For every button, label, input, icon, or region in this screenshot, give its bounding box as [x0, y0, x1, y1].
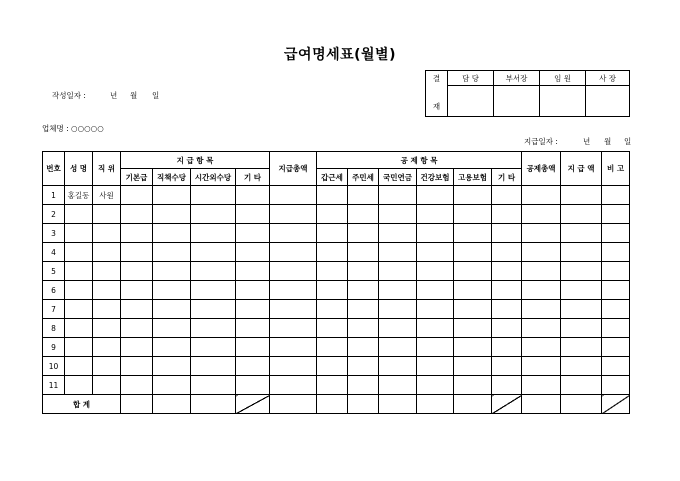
header-deduct-group: 공 제 항 목	[317, 152, 522, 169]
payroll-table	[42, 151, 630, 414]
header-pay-other: 기 타	[236, 169, 270, 186]
row-value-cell[interactable]	[454, 281, 492, 300]
row-position-cell[interactable]	[93, 205, 121, 224]
pay-date-day: 일	[624, 137, 632, 146]
row-value-cell[interactable]	[270, 338, 317, 357]
written-date-label: 작성일자 :	[52, 91, 86, 100]
row-value-cell[interactable]	[454, 338, 492, 357]
row-value-cell[interactable]	[270, 376, 317, 395]
row-value-cell[interactable]	[492, 319, 522, 338]
row-value-cell[interactable]	[236, 205, 270, 224]
row-value-cell[interactable]	[191, 376, 236, 395]
table-row	[43, 186, 630, 205]
row-value-cell[interactable]	[492, 281, 522, 300]
row-value-cell[interactable]	[522, 205, 561, 224]
row-value-cell[interactable]	[348, 186, 379, 205]
row-value-cell[interactable]	[348, 376, 379, 395]
row-value-cell[interactable]	[270, 243, 317, 262]
row-value-cell[interactable]	[602, 262, 630, 281]
row-value-cell[interactable]	[492, 357, 522, 376]
row-value-cell[interactable]	[191, 205, 236, 224]
approval-box	[425, 70, 630, 117]
row-number: 11	[43, 376, 65, 395]
row-value-cell[interactable]	[492, 262, 522, 281]
header-health-insurance: 건강보험	[417, 169, 454, 186]
row-value-cell[interactable]	[379, 300, 417, 319]
row-value-cell[interactable]	[348, 357, 379, 376]
table-row	[43, 262, 630, 281]
row-position-cell[interactable]	[93, 243, 121, 262]
row-value-cell[interactable]	[379, 186, 417, 205]
header-deduct-total: 공제총액	[522, 152, 561, 186]
row-name-cell[interactable]: 홍길동	[65, 186, 93, 205]
row-value-cell[interactable]	[417, 243, 454, 262]
row-value-cell[interactable]	[348, 224, 379, 243]
row-value-cell[interactable]	[236, 300, 270, 319]
header-net-pay: 지 급 액	[561, 152, 602, 186]
row-number: 4	[43, 243, 65, 262]
table-row	[43, 376, 630, 395]
row-value-cell[interactable]	[379, 205, 417, 224]
header-pay-group: 지 급 항 목	[121, 152, 270, 169]
row-value-cell[interactable]	[121, 338, 153, 357]
document-title: 급여명세표(월별)	[284, 47, 396, 63]
total-cell[interactable]	[561, 395, 602, 414]
header-pay-total: 지급총액	[270, 152, 317, 186]
row-position-cell[interactable]	[93, 376, 121, 395]
row-value-cell[interactable]	[317, 319, 348, 338]
row-value-cell[interactable]	[602, 376, 630, 395]
row-value-cell[interactable]	[522, 300, 561, 319]
row-value-cell[interactable]	[417, 319, 454, 338]
row-position-cell[interactable]	[93, 319, 121, 338]
row-position-cell[interactable]	[93, 262, 121, 281]
row-value-cell[interactable]	[236, 186, 270, 205]
row-value-cell[interactable]	[348, 319, 379, 338]
row-value-cell[interactable]	[417, 262, 454, 281]
row-value-cell[interactable]	[522, 243, 561, 262]
row-value-cell[interactable]	[492, 338, 522, 357]
row-value-cell[interactable]	[236, 338, 270, 357]
total-diagonal-cell	[236, 395, 270, 414]
row-value-cell[interactable]	[153, 262, 191, 281]
row-number: 7	[43, 300, 65, 319]
row-value-cell[interactable]	[454, 186, 492, 205]
row-number: 9	[43, 338, 65, 357]
row-value-cell[interactable]	[454, 357, 492, 376]
total-diagonal-cell	[492, 395, 522, 414]
row-value-cell[interactable]	[121, 186, 153, 205]
row-value-cell[interactable]	[153, 281, 191, 300]
pay-date-month: 월	[604, 137, 612, 146]
written-date-day: 일	[152, 91, 160, 100]
total-cell[interactable]	[191, 395, 236, 414]
row-value-cell[interactable]	[153, 376, 191, 395]
row-position-cell[interactable]	[93, 281, 121, 300]
row-value-cell[interactable]	[454, 319, 492, 338]
pay-date-year: 년	[583, 137, 591, 146]
row-value-cell[interactable]	[417, 186, 454, 205]
header-income-tax: 갑근세	[317, 169, 348, 186]
row-name-cell[interactable]	[65, 319, 93, 338]
row-value-cell[interactable]	[454, 224, 492, 243]
row-value-cell[interactable]	[270, 224, 317, 243]
row-name-cell[interactable]	[65, 262, 93, 281]
row-value-cell[interactable]	[454, 262, 492, 281]
total-cell[interactable]	[270, 395, 317, 414]
written-date-year: 년	[110, 91, 118, 100]
written-date-month: 월	[130, 91, 138, 100]
row-number: 1	[43, 186, 65, 205]
total-cell[interactable]	[379, 395, 417, 414]
row-value-cell[interactable]	[191, 224, 236, 243]
row-value-cell[interactable]	[121, 243, 153, 262]
row-value-cell[interactable]	[561, 262, 602, 281]
row-value-cell[interactable]	[236, 357, 270, 376]
header-name: 성 명	[65, 152, 93, 186]
row-value-cell[interactable]	[121, 357, 153, 376]
header-national-pension: 국민연금	[379, 169, 417, 186]
row-value-cell[interactable]	[454, 243, 492, 262]
row-value-cell[interactable]	[236, 281, 270, 300]
row-value-cell[interactable]	[153, 205, 191, 224]
row-value-cell[interactable]	[121, 281, 153, 300]
row-value-cell[interactable]	[236, 262, 270, 281]
row-value-cell[interactable]	[317, 224, 348, 243]
total-diagonal-cell	[602, 395, 630, 414]
row-value-cell[interactable]	[153, 300, 191, 319]
row-number: 6	[43, 281, 65, 300]
row-value-cell[interactable]	[602, 243, 630, 262]
row-value-cell[interactable]	[348, 338, 379, 357]
row-value-cell[interactable]	[561, 224, 602, 243]
row-value-cell[interactable]	[348, 281, 379, 300]
row-position-cell[interactable]	[93, 338, 121, 357]
row-value-cell[interactable]	[270, 357, 317, 376]
header-position: 직 위	[93, 152, 121, 186]
table-row	[43, 205, 630, 224]
row-name-cell[interactable]	[65, 224, 93, 243]
row-value-cell[interactable]	[379, 357, 417, 376]
approval-side-bottom: 재	[426, 86, 448, 117]
row-value-cell[interactable]	[236, 224, 270, 243]
row-value-cell[interactable]	[522, 224, 561, 243]
row-number: 5	[43, 262, 65, 281]
row-value-cell[interactable]	[602, 224, 630, 243]
row-value-cell[interactable]	[379, 224, 417, 243]
row-value-cell[interactable]	[348, 300, 379, 319]
total-cell[interactable]	[348, 395, 379, 414]
approval-role-president: 사 장	[586, 71, 630, 86]
row-value-cell[interactable]	[561, 319, 602, 338]
row-value-cell[interactable]	[522, 338, 561, 357]
row-value-cell[interactable]	[270, 281, 317, 300]
row-value-cell[interactable]	[270, 262, 317, 281]
row-number: 10	[43, 357, 65, 376]
row-value-cell[interactable]	[191, 338, 236, 357]
row-value-cell[interactable]	[602, 319, 630, 338]
table-row	[43, 224, 630, 243]
row-value-cell[interactable]	[317, 300, 348, 319]
row-value-cell[interactable]	[522, 357, 561, 376]
row-name-cell[interactable]	[65, 300, 93, 319]
row-value-cell[interactable]	[153, 357, 191, 376]
table-row	[43, 319, 630, 338]
row-value-cell[interactable]	[417, 205, 454, 224]
row-value-cell[interactable]	[348, 262, 379, 281]
row-value-cell[interactable]	[121, 376, 153, 395]
row-value-cell[interactable]	[379, 262, 417, 281]
row-name-cell[interactable]	[65, 357, 93, 376]
total-label: 합 계	[43, 395, 121, 414]
header-employment-insurance: 고용보험	[454, 169, 492, 186]
row-value-cell[interactable]	[270, 186, 317, 205]
row-value-cell[interactable]	[492, 186, 522, 205]
row-value-cell[interactable]	[454, 376, 492, 395]
row-value-cell[interactable]	[417, 281, 454, 300]
row-value-cell[interactable]	[121, 224, 153, 243]
header-deduct-other: 기 타	[492, 169, 522, 186]
approval-sign-manager[interactable]	[494, 86, 540, 117]
row-value-cell[interactable]	[602, 281, 630, 300]
row-value-cell[interactable]	[492, 205, 522, 224]
row-value-cell[interactable]	[492, 300, 522, 319]
row-value-cell[interactable]	[317, 338, 348, 357]
row-value-cell[interactable]	[348, 243, 379, 262]
row-value-cell[interactable]	[317, 262, 348, 281]
total-cell[interactable]	[522, 395, 561, 414]
table-row	[43, 243, 630, 262]
total-cell[interactable]	[121, 395, 153, 414]
row-value-cell[interactable]	[153, 319, 191, 338]
row-value-cell[interactable]	[121, 300, 153, 319]
row-value-cell[interactable]	[561, 243, 602, 262]
row-value-cell[interactable]	[561, 281, 602, 300]
row-value-cell[interactable]	[379, 319, 417, 338]
row-name-cell[interactable]	[65, 376, 93, 395]
row-value-cell[interactable]	[417, 224, 454, 243]
row-value-cell[interactable]	[270, 319, 317, 338]
row-value-cell[interactable]	[153, 243, 191, 262]
row-value-cell[interactable]	[417, 376, 454, 395]
row-number: 8	[43, 319, 65, 338]
row-value-cell[interactable]	[602, 300, 630, 319]
header-basic-pay: 기본급	[121, 169, 153, 186]
row-value-cell[interactable]	[191, 319, 236, 338]
row-value-cell[interactable]	[602, 338, 630, 357]
row-value-cell[interactable]	[454, 300, 492, 319]
row-number: 3	[43, 224, 65, 243]
total-cell[interactable]	[317, 395, 348, 414]
header-resident-tax: 주민세	[348, 169, 379, 186]
row-value-cell[interactable]	[561, 357, 602, 376]
row-value-cell[interactable]	[236, 319, 270, 338]
row-value-cell[interactable]	[270, 205, 317, 224]
row-value-cell[interactable]	[191, 300, 236, 319]
row-value-cell[interactable]	[561, 376, 602, 395]
row-value-cell[interactable]	[561, 338, 602, 357]
row-number: 2	[43, 205, 65, 224]
row-value-cell[interactable]	[561, 300, 602, 319]
row-value-cell[interactable]	[417, 300, 454, 319]
row-value-cell[interactable]	[121, 262, 153, 281]
total-cell[interactable]	[417, 395, 454, 414]
row-value-cell[interactable]	[317, 357, 348, 376]
row-value-cell[interactable]	[522, 319, 561, 338]
row-value-cell[interactable]	[492, 224, 522, 243]
company-name: 업체명 : ○○○○○	[42, 124, 104, 133]
row-value-cell[interactable]	[236, 243, 270, 262]
row-value-cell[interactable]	[317, 205, 348, 224]
row-value-cell[interactable]	[121, 319, 153, 338]
table-row	[43, 338, 630, 357]
row-value-cell[interactable]	[492, 376, 522, 395]
row-value-cell[interactable]	[153, 224, 191, 243]
row-name-cell[interactable]	[65, 338, 93, 357]
row-value-cell[interactable]	[121, 205, 153, 224]
row-value-cell[interactable]	[522, 186, 561, 205]
row-value-cell[interactable]	[153, 338, 191, 357]
table-row	[43, 357, 630, 376]
row-value-cell[interactable]	[379, 281, 417, 300]
row-value-cell[interactable]	[417, 338, 454, 357]
header-no: 번호	[43, 152, 65, 186]
row-name-cell[interactable]	[65, 243, 93, 262]
row-value-cell[interactable]	[348, 205, 379, 224]
row-value-cell[interactable]	[454, 205, 492, 224]
row-value-cell[interactable]	[191, 281, 236, 300]
row-value-cell[interactable]	[602, 186, 630, 205]
header-position-allowance: 직책수당	[153, 169, 191, 186]
row-value-cell[interactable]	[317, 376, 348, 395]
approval-sign-president[interactable]	[586, 86, 630, 117]
approval-side-top: 결	[426, 71, 448, 86]
total-cell[interactable]	[454, 395, 492, 414]
row-value-cell[interactable]	[270, 300, 317, 319]
approval-sign-executive[interactable]	[540, 86, 586, 117]
header-overtime-allowance: 시간외수당	[191, 169, 236, 186]
total-cell[interactable]	[153, 395, 191, 414]
row-value-cell[interactable]	[522, 376, 561, 395]
row-value-cell[interactable]	[236, 376, 270, 395]
row-value-cell[interactable]	[191, 357, 236, 376]
row-value-cell[interactable]	[561, 205, 602, 224]
row-value-cell[interactable]	[379, 376, 417, 395]
row-value-cell[interactable]	[191, 186, 236, 205]
row-value-cell[interactable]	[317, 281, 348, 300]
pay-date-label: 지급일자 :	[524, 137, 558, 146]
row-value-cell[interactable]	[522, 281, 561, 300]
row-value-cell[interactable]	[602, 205, 630, 224]
approval-role-staff: 담 당	[448, 71, 494, 86]
row-value-cell[interactable]	[379, 243, 417, 262]
row-value-cell[interactable]	[602, 357, 630, 376]
table-row	[43, 281, 630, 300]
table-row	[43, 300, 630, 319]
approval-role-manager: 부서장	[494, 71, 540, 86]
row-position-cell[interactable]	[93, 224, 121, 243]
approval-sign-staff[interactable]	[448, 86, 494, 117]
row-position-cell[interactable]	[93, 300, 121, 319]
row-value-cell[interactable]	[417, 357, 454, 376]
row-value-cell[interactable]	[153, 186, 191, 205]
row-value-cell[interactable]	[191, 243, 236, 262]
row-value-cell[interactable]	[379, 338, 417, 357]
row-value-cell[interactable]	[191, 262, 236, 281]
row-value-cell[interactable]	[522, 262, 561, 281]
row-name-cell[interactable]	[65, 281, 93, 300]
row-value-cell[interactable]	[317, 243, 348, 262]
row-position-cell[interactable]: 사원	[93, 186, 121, 205]
row-value-cell[interactable]	[317, 186, 348, 205]
row-value-cell[interactable]	[561, 186, 602, 205]
approval-role-executive: 임 원	[540, 71, 586, 86]
row-name-cell[interactable]	[65, 205, 93, 224]
row-position-cell[interactable]	[93, 357, 121, 376]
row-value-cell[interactable]	[492, 243, 522, 262]
header-remarks: 비 고	[602, 152, 630, 186]
